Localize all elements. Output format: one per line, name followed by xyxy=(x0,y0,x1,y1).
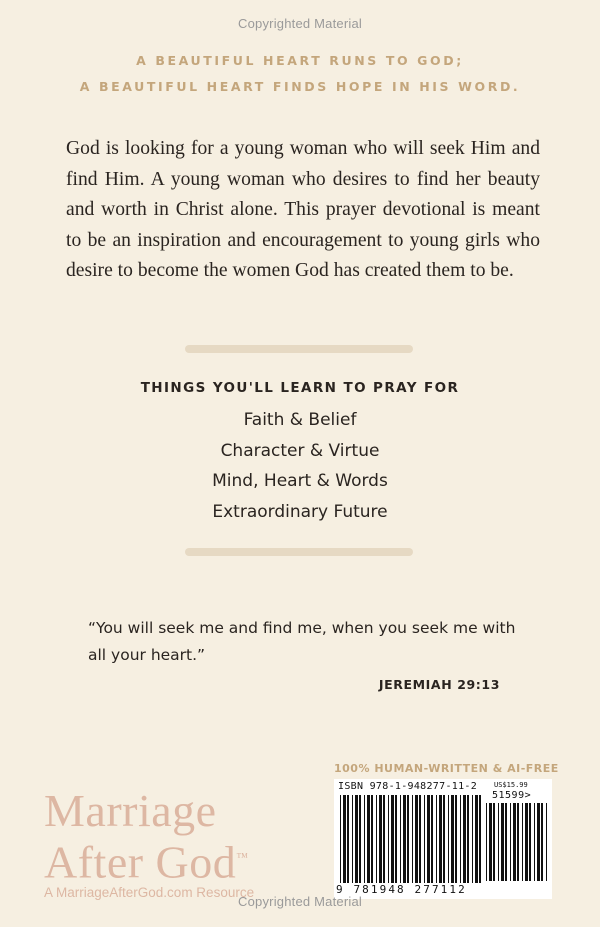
book-description: God is looking for a young woman who will seek Him and find Him. A young woman who desires to find her beauty and worth in Christ alone. This prayer devotional is meant to be an inspiration and encouragement to young girls who desire to become the women God has created them to be. xyxy=(66,138,540,281)
divider-top xyxy=(185,345,413,353)
learn-heading: THINGS YOU'LL LEARN TO PRAY FOR xyxy=(140,380,460,396)
learn-list xyxy=(0,405,600,527)
barcode-bars xyxy=(340,795,482,883)
price-code: US$15.99 xyxy=(494,781,528,789)
addon-digits: 51599> xyxy=(492,790,532,801)
logo-line-1: Marriage xyxy=(44,785,217,836)
logo-line-2 xyxy=(44,833,248,886)
scripture-reference: JEREMIAH 29:13 xyxy=(378,677,500,692)
learn-item-future: Extraordinary Future xyxy=(212,501,388,522)
resource-tagline: A MarriageAfterGod.com Resource xyxy=(44,885,255,900)
barcode-addon-bars xyxy=(486,803,548,881)
learn-item-faith: Faith & Belief xyxy=(243,410,357,430)
ai-free-label: 100% HUMAN-WRITTEN & AI-FREE xyxy=(334,762,559,775)
copyright-watermark-bottom: Copyrighted Material xyxy=(238,894,362,909)
copyright-watermark-top: Copyrighted Material xyxy=(238,16,362,31)
headline-line-1: A BEAUTIFUL HEART RUNS TO GOD; xyxy=(136,53,464,68)
headline-line-2: A BEAUTIFUL HEART FINDS HOPE IN HIS WORD. xyxy=(79,79,521,94)
scripture-quote: “You will seek me and find me, when you seek me with all your heart.” xyxy=(88,619,516,664)
learn-item-character: Character & Virtue xyxy=(220,440,380,461)
ean-digits: 9 781948 277112 xyxy=(336,883,467,896)
divider-bottom xyxy=(185,548,413,556)
barcode-box xyxy=(334,779,552,899)
learn-item-mind: Mind, Heart & Words xyxy=(212,471,388,491)
trademark-symbol: ™ xyxy=(236,850,249,864)
logo-line-2-text: After God xyxy=(44,836,237,888)
isbn-text: ISBN 978-1-948277-11-2 xyxy=(338,781,478,792)
